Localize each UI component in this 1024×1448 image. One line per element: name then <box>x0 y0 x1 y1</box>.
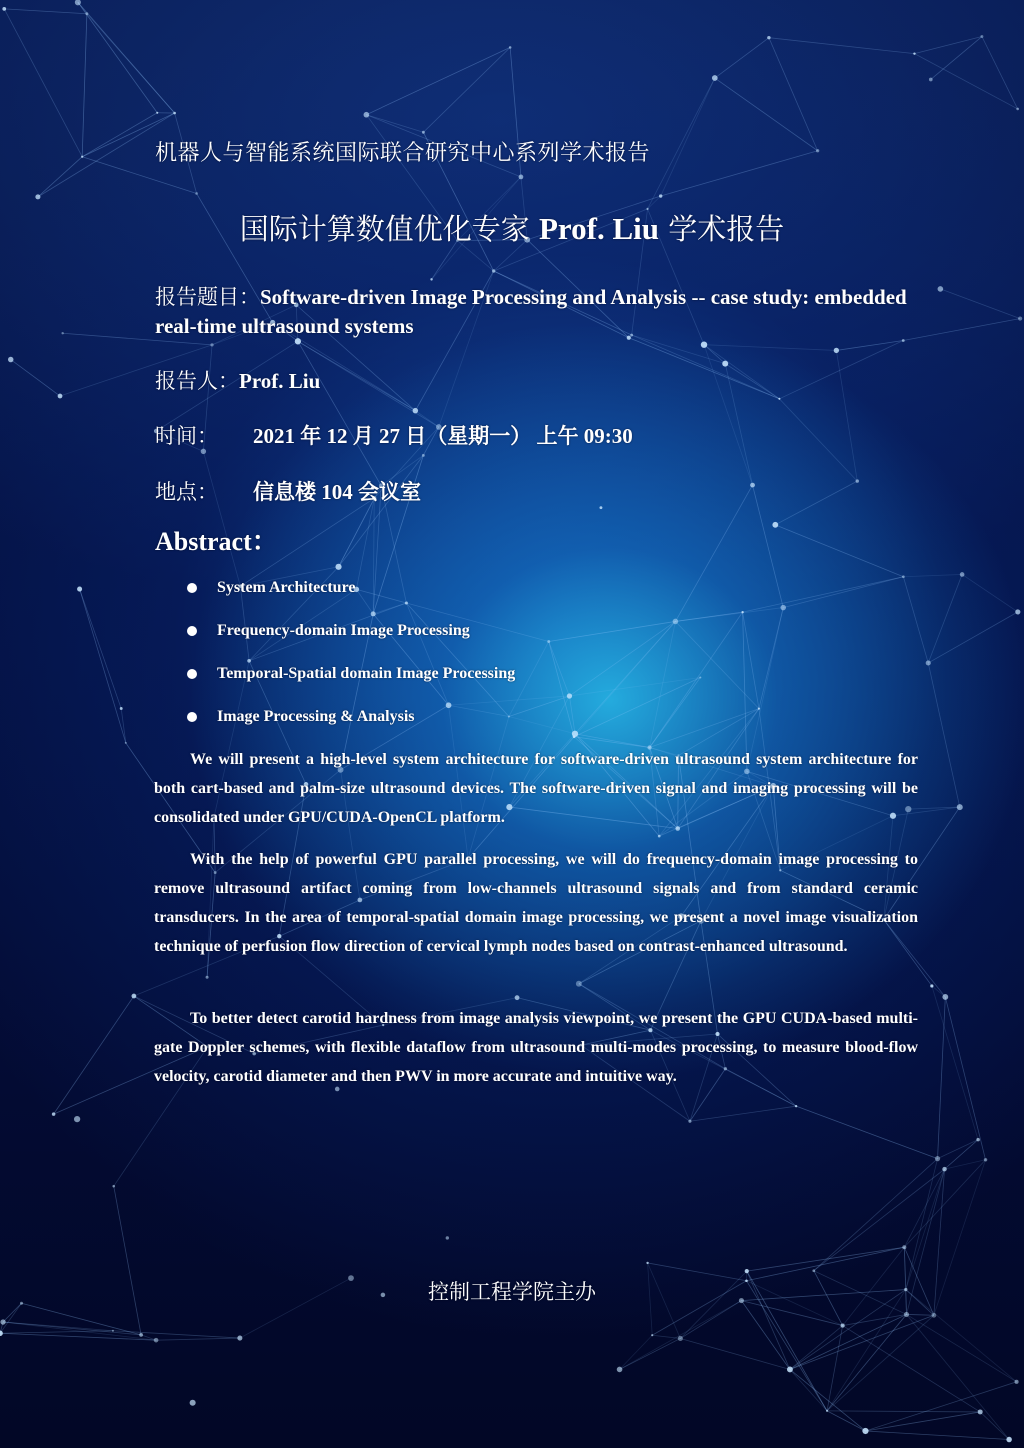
network-node <box>741 611 743 613</box>
network-line <box>82 14 87 157</box>
network-node <box>931 1313 936 1318</box>
network-node <box>364 112 370 118</box>
bullet-dot-icon <box>187 669 197 679</box>
network-line <box>4 9 87 14</box>
network-node <box>576 981 582 987</box>
network-line <box>790 1369 827 1410</box>
network-line <box>790 1315 934 1369</box>
network-node <box>926 660 931 665</box>
network-node <box>659 194 662 197</box>
network-line <box>620 1338 681 1369</box>
network-line <box>366 47 510 114</box>
network-node <box>85 12 88 15</box>
network-node <box>795 1105 797 1107</box>
network-line <box>945 1160 986 1169</box>
topic-value: Software-driven Image Processing and Analysis -- case study: embedded real-time ultrasound systems <box>155 285 907 338</box>
network-node <box>758 707 760 709</box>
network-node <box>938 286 944 292</box>
network-line <box>0 1303 21 1333</box>
network-line <box>156 1338 240 1340</box>
network-node <box>1018 316 1022 320</box>
network-line <box>775 525 903 577</box>
network-line <box>827 1315 934 1411</box>
network-line <box>22 1303 142 1335</box>
network-line <box>80 589 122 708</box>
series-header: 机器人与智能系统国际联合研究中心系列学术报告 <box>155 141 651 166</box>
bullet-dot-icon <box>187 583 197 593</box>
network-line <box>298 341 381 485</box>
bullet-text: Frequency-domain Image Processing <box>217 622 470 639</box>
network-line <box>680 1301 741 1339</box>
network-node <box>139 1333 143 1337</box>
network-line <box>914 54 1017 109</box>
network-node <box>547 640 550 643</box>
network-node <box>599 506 602 509</box>
main-title <box>0 207 1024 248</box>
network-node <box>52 1112 56 1116</box>
network-node <box>778 398 780 400</box>
network-node <box>74 1116 80 1122</box>
network-line <box>575 621 675 733</box>
network-line <box>906 1159 938 1290</box>
network-line <box>747 1247 905 1271</box>
network-line <box>980 1412 1009 1440</box>
network-line <box>790 1326 843 1370</box>
network-line <box>620 1301 742 1370</box>
network-line <box>3 1322 156 1340</box>
network-node <box>2 7 6 11</box>
network-line <box>865 1412 980 1431</box>
network-node <box>942 994 948 1000</box>
network-node <box>658 835 661 838</box>
bullet-text: Temporal-Spatial domain Image Processing <box>217 665 516 682</box>
time-line <box>155 420 855 450</box>
bullet-item <box>185 618 515 661</box>
network-line <box>928 574 962 662</box>
network-line <box>843 1326 981 1412</box>
network-line <box>661 151 818 196</box>
network-node <box>125 742 127 744</box>
network-line <box>906 1314 1016 1381</box>
network-line <box>680 1338 790 1369</box>
network-line <box>836 350 857 481</box>
network-line <box>938 1140 979 1159</box>
place-line <box>155 476 855 506</box>
network-node <box>701 341 707 347</box>
network-node <box>509 46 512 49</box>
network-line <box>620 1335 653 1369</box>
network-line <box>661 78 715 196</box>
network-line <box>827 1290 906 1411</box>
abstract-paragraph-3: To better detect carotid hardness from image analysis viewpoint, we present the GPU CUDA-based multi-gate Doppler schemes, with flexible dataflow from ultrasound multi-modes processing, to measure blood-flow velocity, carotid diameter and then PWV in more accurate and intuitive way. <box>154 1010 918 1085</box>
network-line <box>906 1314 933 1315</box>
network-node <box>678 1336 683 1341</box>
network-line <box>962 574 1018 611</box>
network-node <box>335 564 341 570</box>
speaker-label: 报告人： <box>155 369 239 393</box>
network-line <box>549 641 574 736</box>
network-line <box>509 717 575 734</box>
title-prefix: 国际计算数值优化专家 <box>239 212 539 246</box>
title-speaker-name: Prof. Liu <box>539 211 659 246</box>
bullet-text: System Architecture <box>217 579 356 596</box>
network-node <box>913 52 915 54</box>
network-line <box>904 1160 985 1247</box>
network-node <box>935 1156 940 1161</box>
network-line <box>759 608 783 709</box>
network-node <box>567 693 572 698</box>
network-line <box>652 1335 680 1338</box>
network-line <box>80 589 126 743</box>
network-line <box>903 574 962 576</box>
network-node <box>430 278 432 280</box>
network-line <box>779 341 903 399</box>
topic-label: 报告题目： <box>155 285 260 309</box>
network-line <box>121 708 126 742</box>
network-node <box>515 995 520 1000</box>
title-suffix: 学术报告 <box>659 212 785 246</box>
network-node <box>942 1167 946 1171</box>
network-line <box>704 345 779 399</box>
network-node <box>673 619 679 625</box>
network-node <box>77 587 82 592</box>
network-line <box>38 157 82 197</box>
network-node <box>980 35 983 38</box>
speaker-line <box>155 365 320 395</box>
place-label: 地点： <box>155 480 218 504</box>
network-line <box>650 709 759 748</box>
network-line <box>814 1159 938 1271</box>
network-line <box>769 38 915 54</box>
network-node <box>112 1185 115 1188</box>
network-node <box>772 522 778 528</box>
network-line <box>114 1186 141 1335</box>
network-line <box>203 451 240 586</box>
network-node <box>978 1409 983 1414</box>
abstract-bullet-list <box>185 575 515 747</box>
bullet-dot-icon <box>187 712 197 722</box>
network-node <box>1006 1437 1012 1443</box>
network-node <box>210 343 213 346</box>
network-line <box>932 986 978 1140</box>
network-line <box>945 1140 979 1170</box>
network-node <box>61 332 63 334</box>
network-node <box>787 1367 793 1373</box>
network-line <box>903 577 928 663</box>
network-line <box>940 289 1020 319</box>
network-node <box>1015 1380 1019 1384</box>
network-node <box>422 131 425 134</box>
network-node <box>120 707 123 710</box>
network-line <box>814 1169 945 1271</box>
network-line <box>904 1169 944 1247</box>
bullet-item <box>185 661 515 704</box>
network-node <box>904 1312 909 1317</box>
network-line <box>790 1314 907 1369</box>
network-node <box>190 1400 196 1406</box>
network-node <box>422 454 425 457</box>
network-line <box>827 1411 980 1412</box>
network-node <box>572 731 578 737</box>
bullet-text: Image Processing & Analysis <box>217 708 415 725</box>
network-node <box>156 112 158 114</box>
network-line <box>423 47 510 132</box>
network-node <box>0 1319 5 1324</box>
network-node <box>492 269 495 272</box>
network-node <box>862 1428 868 1434</box>
network-line <box>796 1106 937 1158</box>
speaker-value: Prof. Liu <box>239 369 321 393</box>
network-line <box>549 621 676 641</box>
network-line <box>690 1106 796 1121</box>
time-label: 时间： <box>155 424 218 448</box>
network-line <box>549 641 570 695</box>
network-node <box>745 1269 749 1273</box>
network-node <box>984 1158 987 1161</box>
network-node <box>413 408 419 414</box>
network-node <box>1015 609 1020 614</box>
network-node <box>81 156 83 158</box>
network-node <box>902 1245 906 1249</box>
network-line <box>339 455 424 566</box>
network-line <box>945 997 985 1160</box>
network-node <box>841 1324 845 1328</box>
network-node <box>132 994 137 999</box>
network-line <box>569 696 575 734</box>
network-node <box>699 676 701 678</box>
network-node <box>646 1262 648 1264</box>
network-node <box>960 572 965 577</box>
bullet-item <box>185 575 515 618</box>
network-node <box>154 1338 159 1343</box>
network-line <box>339 498 375 567</box>
network-node <box>834 348 839 353</box>
network-node <box>780 605 786 611</box>
network-node <box>446 1236 449 1239</box>
network-line <box>906 1169 945 1289</box>
network-line <box>928 663 960 807</box>
network-line <box>790 1369 866 1431</box>
network-line <box>675 612 742 621</box>
time-value: 2021 年 12 月 27 日（星期一） 上午 09:30 <box>253 424 633 448</box>
network-node <box>0 1330 3 1336</box>
network-node <box>976 1138 980 1142</box>
network-node <box>651 1334 653 1336</box>
topic-line <box>155 283 925 341</box>
place-value: 信息楼 104 会议室 <box>253 480 421 504</box>
network-node <box>929 78 933 82</box>
network-node <box>826 1410 828 1412</box>
network-node <box>173 112 176 115</box>
network-node <box>856 479 859 482</box>
network-node <box>957 804 963 810</box>
network-node <box>8 357 14 363</box>
network-node <box>1016 108 1019 111</box>
network-node <box>195 192 198 195</box>
network-node <box>930 984 933 987</box>
network-node <box>35 194 40 199</box>
network-node <box>617 1367 623 1373</box>
network-node <box>688 1120 691 1123</box>
network-line <box>87 14 175 113</box>
network-line <box>843 1314 907 1325</box>
network-line <box>725 364 779 399</box>
network-node <box>816 149 819 152</box>
network-node <box>206 976 209 979</box>
network-node <box>58 394 63 399</box>
network-node <box>519 175 524 180</box>
network-line <box>865 1431 1009 1440</box>
network-node <box>902 575 905 578</box>
bullet-dot-icon <box>187 626 197 636</box>
network-line <box>569 621 675 696</box>
network-line <box>366 115 423 133</box>
network-node <box>767 36 770 39</box>
network-line <box>4 9 82 157</box>
network-line <box>928 612 1018 663</box>
network-line <box>827 1411 865 1431</box>
network-line <box>648 78 715 209</box>
network-line <box>704 345 836 351</box>
network-line <box>743 577 904 612</box>
network-line <box>938 997 946 1159</box>
network-node <box>812 1269 815 1272</box>
network-line <box>3 1303 21 1322</box>
network-line <box>715 38 769 78</box>
network-line <box>982 37 1018 109</box>
network-line <box>865 1382 1016 1431</box>
network-line <box>82 113 157 157</box>
abstract-paragraph-2: With the help of powerful GPU parallel processing, we will do frequency-domain image processing to remove ultrasound artifact coming from low-channels ultrasound signals and from standard ceramic transducers. In the area of temporal-spatial domain image processing, we present a novel image visualization technique of perfusion flow direction of cervical lymph nodes based on contrast-enhanced ultrasound. <box>154 851 918 955</box>
network-node <box>722 361 728 367</box>
abstract-paragraph-1: We will present a high-level system architecture for software-driven ultrasound system architecture for both cart-based and palm-size ultrasound devices. The software-driven signal and imaging processing will be consolidated under GPU/CUDA-OpenCL platform. <box>154 751 918 826</box>
network-line <box>78 2 157 112</box>
abstract-heading: Abstract： <box>155 527 278 556</box>
network-line <box>783 577 903 608</box>
network-node <box>112 1330 114 1332</box>
network-node <box>712 75 718 81</box>
organizer: 控制工程学院主办 <box>428 1280 596 1304</box>
bullet-item <box>185 704 515 747</box>
network-node <box>237 1336 242 1341</box>
network-line <box>11 360 60 396</box>
